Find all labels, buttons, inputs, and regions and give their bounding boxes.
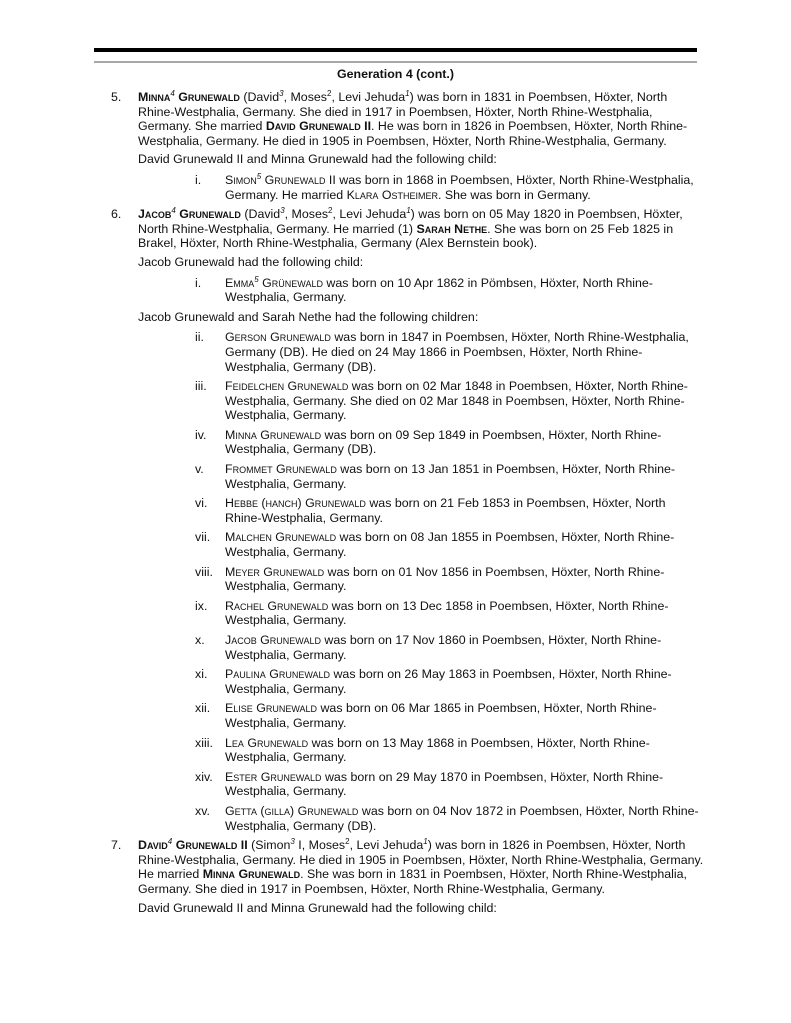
spouse-name: David Grunewald II	[265, 119, 372, 134]
child-item	[94, 173, 704, 202]
child-number: v.	[195, 462, 204, 477]
child-item	[94, 330, 704, 374]
biography-text: was born on 05 May 1820 in Poembsen, Höxter, North Rhine-Westphalia, Germany. He married (1)	[138, 207, 683, 236]
entry-5	[94, 90, 704, 148]
child-item	[94, 565, 704, 594]
generation-superscript: 5	[254, 274, 259, 284]
lineage-ancestor: Levi Jehuda	[356, 838, 424, 853]
entry-text: Jacob$^4$ Grunewald (David$^3$, Moses$^2$, Levi Jehuda$^1$) was born on 05 May 1820 in Poembsen, Höxter, North Rhine-Westphalia, Germany. He married (1) Sarah Nethe. She was born on 25 Feb 1825 in Brakel, Höxter, North Rhine-Westphalia, Germany (Alex Bernstein book).	[138, 206, 683, 251]
child-item	[94, 736, 704, 765]
biography-text: was born in 1831 in Poembsen, Höxter, North Rhine-Westphalia, Germany. She died in 1917 in Poembsen, Höxter, North Rhine-Westphalia, Germany. She married	[138, 90, 668, 134]
entry-number: 6.	[111, 207, 122, 222]
person-name: David	[138, 838, 168, 853]
child-item	[94, 276, 704, 305]
children-intro: Jacob Grunewald had the following child:	[138, 254, 364, 269]
child-name: Hebbe (hanch) Grunewald	[225, 496, 366, 511]
child-name: Minna Grunewald	[225, 427, 322, 442]
biography-text: was born in 1826 in Poembsen, Höxter, North Rhine-Westphalia, Germany. He died in 1905 in Poembsen, Höxter, North Rhine-Westphalia, Germany. He married	[138, 838, 704, 882]
entry-text: Minna$^4$ Grunewald (David$^3$, Moses$^2$, Levi Jehuda$^1$) was born in 1831 in Poembsen, Höxter, North Rhine-Westphalia, Germany. She died in 1917 in Poembsen, Höxter, North Rhine-Westphalia, Germany. She married David Grunewald II. He was born in 1826 in Poembsen, Höxter, North Rhine-Westphalia, Germany. He died in 1905 in Poembsen, Höxter, North Rhine-Westphalia, Germany.	[138, 88, 688, 148]
generation-superscript: 3	[279, 88, 284, 98]
spouse-name: Minna Grunewald	[202, 867, 301, 882]
person-surname: Grunewald	[179, 207, 241, 222]
entry-6	[94, 207, 704, 251]
generation-superscript: 2	[326, 88, 332, 98]
child-item	[94, 633, 704, 662]
child-item	[94, 701, 704, 730]
child-number: xi.	[195, 667, 208, 682]
entry-text: David$^4$ Grunewald II (Simon$^3$ I, Moses$^2$, Levi Jehuda$^1$) was born in 1826 in Poembsen, Höxter, North Rhine-Westphalia, Germany. He died in 1905 in Poembsen, Höxter, North Rhine-Westphalia, Germany. He married Minna Grunewald. She was born in 1831 in Poembsen, Höxter, North Rhine-Westphalia, Germany. She died in 1917 in Poembsen, Höxter, North Rhine-Westphalia, Germany.	[138, 837, 704, 896]
generation-superscript: 3	[280, 206, 285, 216]
generation-superscript: 4	[171, 206, 176, 216]
spouse-name: Klara Ostheimer	[346, 187, 439, 202]
child-number: iii.	[195, 379, 207, 394]
child-item	[94, 530, 704, 559]
person-surname: Grunewald II	[175, 838, 248, 853]
child-text: was born on 21 Feb 1853 in Poembsen, Höxter, North Rhine-Westphalia, Germany.	[225, 496, 666, 525]
child-item	[94, 599, 704, 628]
lineage-ancestor: David	[248, 207, 281, 222]
child-text: was born on 26 May 1863 in Poembsen, Höxter, North Rhine-Westphalia, Germany.	[225, 667, 672, 696]
person-name: Minna	[138, 90, 171, 104]
entry-number: 7.	[111, 838, 122, 853]
child-text: was born on 06 Mar 1865 in Poembsen, Höxter, North Rhine-Westphalia, Germany.	[225, 701, 657, 730]
generation-superscript: 1	[423, 837, 428, 846]
child-name: Getta (gilla) Grunewald	[225, 803, 359, 818]
child-text: was born on 13 Jan 1851 in Poembsen, Höxter, North Rhine-Westphalia, Germany.	[225, 462, 676, 491]
generation-superscript: 2	[345, 837, 350, 846]
child-item	[94, 379, 704, 423]
child-text: . She was born in Germany.	[438, 187, 591, 202]
child-surname: Grünewald	[262, 275, 323, 290]
child-number: ii.	[195, 330, 204, 345]
child-name: Emma	[225, 275, 255, 290]
child-number: xiii.	[195, 735, 213, 750]
child-name: Ester Grunewald	[225, 769, 322, 784]
generation-title: Generation 4 (cont.)	[336, 67, 455, 81]
child-number: i.	[195, 172, 202, 187]
child-text: was born on 10 Apr 1862 in Pömbsen, Höxter, North Rhine-Westphalia, Germany.	[225, 275, 653, 305]
lineage-ancestor: Moses	[290, 90, 327, 104]
child-number: vii.	[195, 530, 211, 545]
child-text: was born on 04 Nov 1872 in Poembsen, Höxter, North Rhine-Westphalia, Germany (DB).	[225, 803, 699, 833]
child-text: was born in 1847 in Poembsen, Höxter, North Rhine-Westphalia, Germany (DB). He died on 24 May 1866 in Poembsen, Höxter, North Rhine-Westphalia, Germany (DB).	[225, 330, 689, 374]
child-item	[94, 462, 704, 491]
generation-superscript: 3	[290, 837, 295, 846]
children-intro: Jacob Grunewald and Sarah Nethe had the following children:	[138, 309, 479, 324]
child-name: Rachel Grunewald	[225, 598, 329, 613]
child-text: was born on 09 Sep 1849 in Poembsen, Höxter, North Rhine-Westphalia, Germany (DB).	[225, 427, 662, 457]
child-name: Paulina Grunewald	[225, 667, 331, 682]
child-item	[94, 667, 704, 696]
child-number: xv.	[195, 803, 210, 818]
child-name: Elise Grunewald	[225, 701, 318, 716]
child-name: Gerson Grunewald	[225, 330, 331, 345]
child-text: was born on 29 May 1870 in Poembsen, Höxter, North Rhine-Westphalia, Germany.	[225, 769, 664, 799]
generation-superscript: 1	[406, 206, 411, 216]
person-name: Jacob	[138, 207, 172, 222]
child-text: was born on 02 Mar 1848 in Poembsen, Höxter, North Rhine-Westphalia, Germany. She died on 02 Mar 1848 in Poembsen, Höxter, North Rhine-Westphalia, Germany.	[225, 379, 688, 423]
child-name: Feidelchen Grunewald	[225, 379, 349, 394]
lineage-ancestor: Simon	[255, 838, 291, 853]
entry-7	[94, 838, 704, 896]
child-number: viii.	[195, 564, 213, 579]
biography-text: . She was born in 1831 in Poembsen, Höxter, North Rhine-Westphalia, Germany. She died in 1917 in Poembsen, Höxter, North Rhine-Westphalia, Germany.	[138, 867, 687, 896]
name-suffix: II	[325, 172, 336, 187]
child-name: Meyer Grunewald	[225, 564, 325, 579]
children-intro: David Grunewald II and Minna Grunewald had the following child:	[138, 152, 497, 167]
child-number: vi.	[195, 496, 208, 511]
child-number: xiv.	[195, 769, 213, 784]
child-number: i.	[195, 275, 202, 290]
child-text: was born in 1868 in Poembsen, Höxter, North Rhine-Westphalia, Germany. He married	[225, 172, 694, 202]
lineage-ancestor: David	[247, 90, 280, 104]
child-number: ix.	[195, 598, 208, 613]
child-name: Frommet Grunewald	[225, 462, 337, 477]
child-text: was born on 08 Jan 1855 in Poembsen, Höxter, North Rhine-Westphalia, Germany.	[225, 530, 675, 560]
biography-text: . She was born on 25 Feb 1825 in Brakel, Höxter, North Rhine-Westphalia, Germany (Alex Bernstein book).	[138, 221, 674, 251]
generation-superscript: 1	[405, 88, 410, 98]
child-name: Lea Grunewald	[225, 735, 309, 750]
generation-superscript: 2	[328, 206, 333, 216]
entry-number: 5.	[111, 90, 122, 104]
header-rule-thick	[94, 48, 697, 52]
lineage-ancestor: Moses	[308, 838, 346, 853]
document-body	[94, 90, 704, 921]
child-text: was born on 13 Dec 1858 in Poembsen, Höxter, North Rhine-Westphalia, Germany.	[225, 598, 669, 628]
child-name: Simon	[225, 172, 257, 187]
child-surname: Grunewald	[264, 172, 326, 187]
child-item	[94, 428, 704, 457]
child-number: iv.	[195, 427, 207, 442]
header-rule-thin	[94, 61, 697, 63]
child-name: Malchen Grunewald	[225, 530, 337, 545]
child-text: was born on 13 May 1868 in Poembsen, Höxter, North Rhine-Westphalia, Germany.	[225, 735, 650, 765]
child-number: xii.	[195, 701, 211, 716]
spouse-name: Sarah Nethe	[416, 221, 488, 236]
person-surname: Grunewald	[178, 90, 240, 104]
generation-superscript: 4	[170, 88, 175, 98]
biography-text: . He was born in 1826 in Poembsen, Höxter, North Rhine-Westphalia, Germany. He died in 1905 in Poembsen, Höxter, North Rhine-Westphalia, Germany.	[138, 119, 688, 148]
child-item	[94, 496, 704, 525]
child-name: Jacob Grunewald	[225, 633, 321, 647]
generation-superscript: 4	[167, 837, 173, 846]
child-number: x.	[195, 633, 205, 647]
child-text: was born on 01 Nov 1856 in Poembsen, Höxter, North Rhine-Westphalia, Germany.	[225, 564, 665, 594]
lineage-ancestor: Moses	[291, 207, 329, 222]
children-list	[94, 330, 704, 833]
lineage-ancestor: Levi Jehuda	[339, 207, 407, 222]
child-item	[94, 770, 704, 799]
children-intro: David Grunewald II and Minna Grunewald had the following child:	[138, 900, 497, 915]
lineage-ancestor: Levi Jehuda	[338, 90, 406, 104]
generation-superscript: 5	[256, 171, 262, 181]
child-text: was born on 17 Nov 1860 in Poembsen, Höxter, North Rhine-Westphalia, Germany.	[225, 633, 662, 662]
name-suffix: I	[298, 838, 302, 853]
child-item	[94, 804, 704, 833]
